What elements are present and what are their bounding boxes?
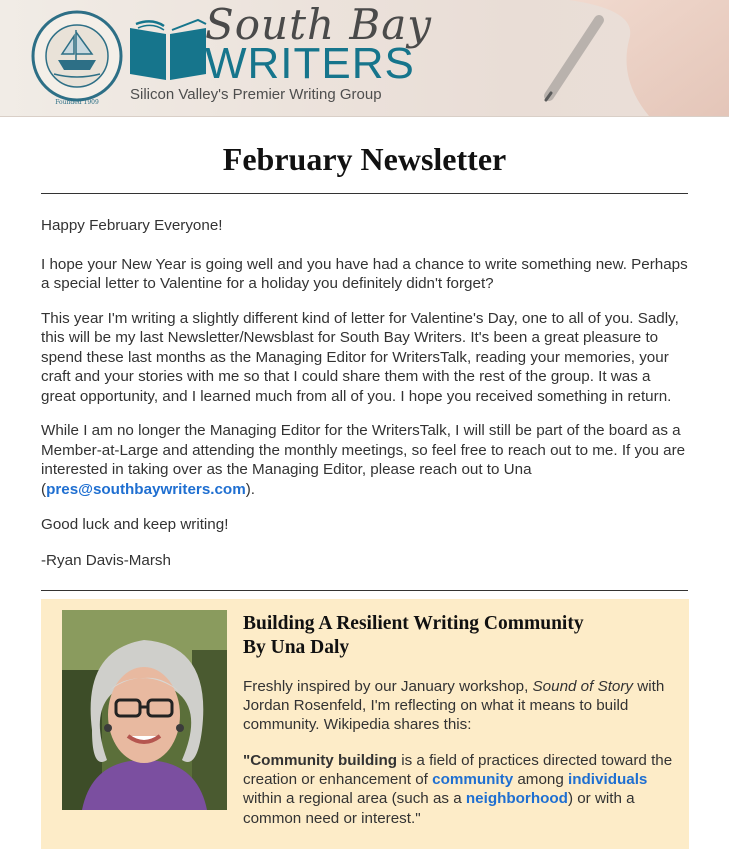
greeting-text: Happy February Everyone! — [41, 217, 223, 234]
site-header — [0, 0, 729, 117]
feature-quote: "Community building is a field of practices directed toward the creation or enhancement of community among individuals within a regional area (such as a neighborhood) or with a common need or interest." — [243, 752, 673, 827]
feature-article — [41, 599, 689, 849]
letter-paragraph-2: This year I'm writing a slightly different kind of letter for Valentine's Day, one to all of you. Sadly, this will be my last Newsletter/Newsblast for South Bay Writers. It's been a great pleasure to spend these last months as the Managing Editor for WritersTalk, reading your memories, your craft and your stories with me so that I could share them with the rest of the group. It was a great opportunity, and I learned much from all of you. I hope you received something in return. — [41, 309, 679, 405]
page-title: February Newsletter — [222, 141, 507, 177]
individuals-link[interactable]: individuals — [568, 771, 648, 789]
workshop-title: Sound of Story — [532, 678, 634, 695]
site-tagline: Silicon Valley's Premier Writing Group — [130, 86, 382, 103]
president-email-link[interactable]: pres@southbaywriters.com — [46, 480, 246, 498]
feature-title — [243, 612, 584, 660]
pen-hand-image — [529, 0, 729, 116]
divider-top — [41, 193, 688, 194]
neighborhood-link[interactable]: neighborhood — [465, 790, 568, 808]
signature-text: -Ryan Davis-Marsh — [41, 551, 171, 569]
divider-bottom — [41, 590, 688, 591]
open-book-icon — [128, 18, 208, 82]
club-seal-logo — [30, 8, 124, 108]
quote-term: Community building — [250, 752, 397, 769]
feature-intro-paragraph: Freshly inspired by our January workshop, Sound of Story with Jordan Rosenfeld, I'm reflecting on what it means to build community. Wikipedia shares this: — [243, 678, 665, 734]
svg-text:Founded 1909: Founded 1909 — [55, 99, 99, 106]
closing-text: Good luck and keep writing! — [41, 516, 229, 533]
letter-paragraph-3: While I am no longer the Managing Editor for the WritersTalk, I will still be part of the board as a Member-at-Large and attending the monthly meetings, so feel free to reach out to me. If you are interested in taking over as the Managing Editor, please reach out to Una (pres@southbaywriters.com). — [41, 422, 686, 498]
feature-byline: By Una Daly — [243, 637, 350, 658]
feature-title-line: Building A Resilient Writing Community — [243, 613, 584, 634]
newsletter-letter — [0, 216, 729, 570]
author-photo — [62, 610, 227, 810]
letter-paragraph-1: I hope your New Year is going well and you have had a chance to write something new. Perhaps a special letter to Valentine for a holiday you definitely didn't forget? — [41, 255, 688, 292]
community-link[interactable]: community — [432, 771, 514, 789]
brand-main-text: WRITERS — [205, 39, 415, 88]
brand-script-text: South Bay — [205, 0, 433, 49]
